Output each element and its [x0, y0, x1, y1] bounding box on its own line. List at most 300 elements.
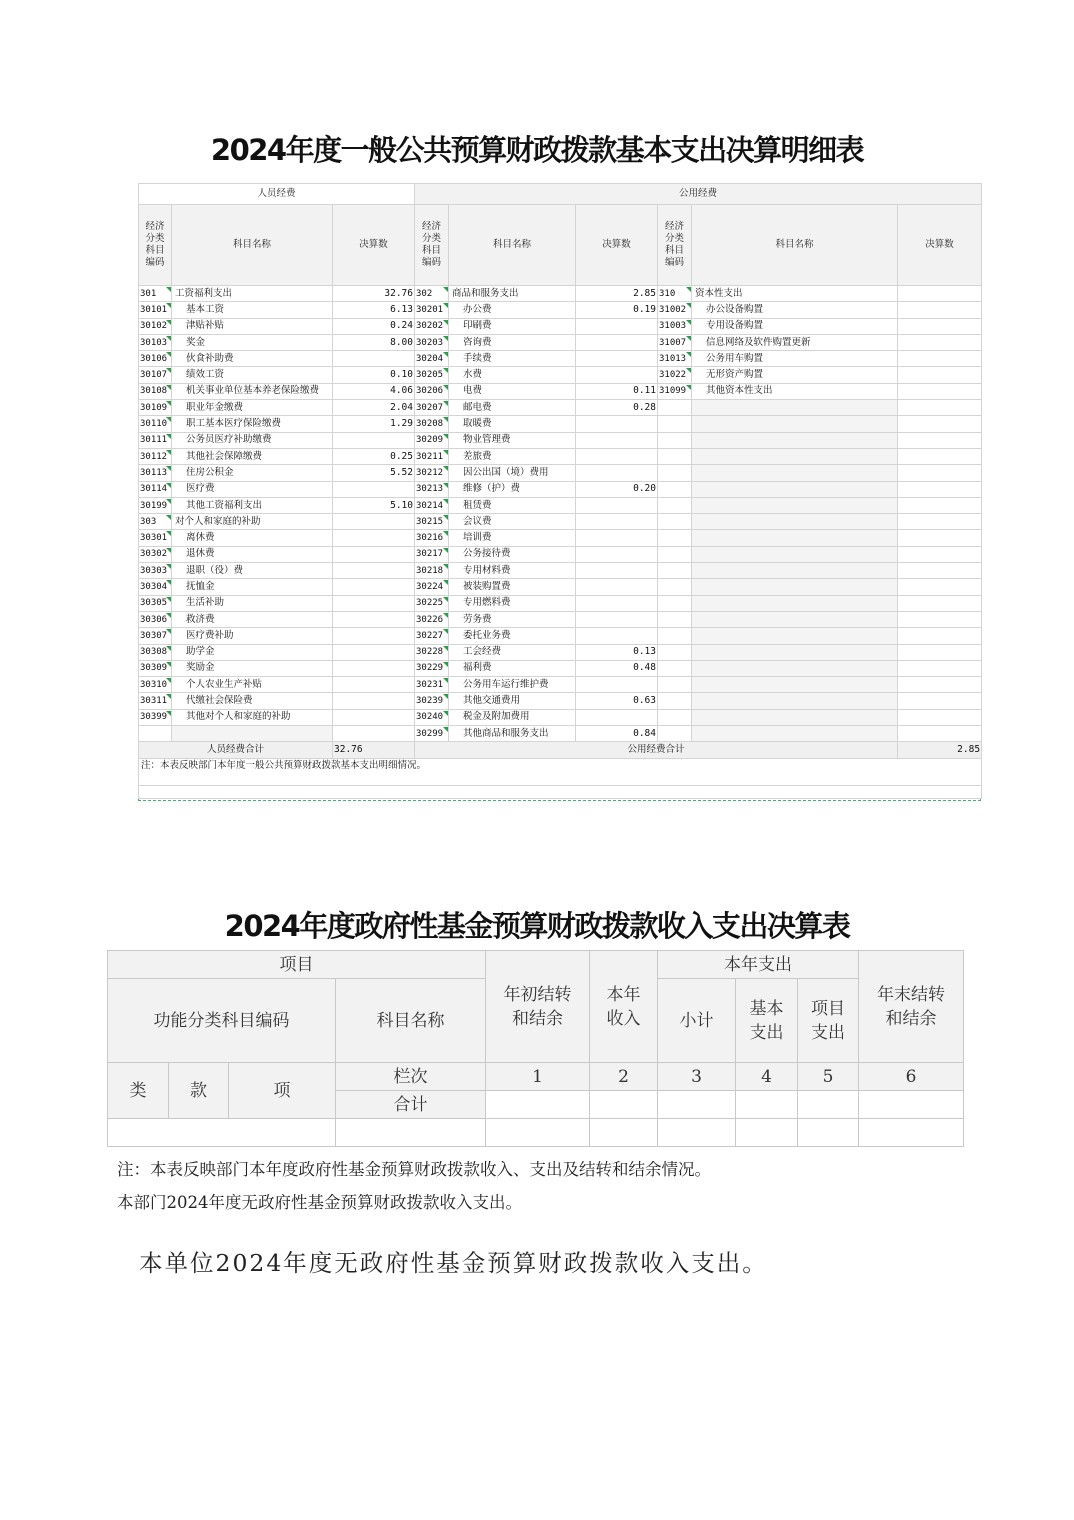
row-name: 邮电费 [449, 400, 576, 416]
row-name [692, 611, 898, 627]
row-name [692, 546, 898, 562]
row-code: 30310 [139, 677, 172, 693]
row-code: 30207 [415, 400, 449, 416]
row-code: 31013 [658, 351, 692, 367]
row-code: 30229 [415, 660, 449, 676]
row-name: 代缴社会保险费 [172, 693, 333, 709]
row-code [658, 448, 692, 464]
row-name: 咨询费 [449, 334, 576, 350]
row-amount [333, 726, 415, 742]
row-name: 退职（役）费 [172, 563, 333, 579]
personnel-total-label: 人员经费合计 [139, 742, 333, 759]
row-code: 31007 [658, 334, 692, 350]
row-code: 30217 [415, 546, 449, 562]
table-row [139, 726, 982, 742]
table-row [139, 400, 982, 416]
row-amount [898, 400, 982, 416]
row-amount [576, 514, 658, 530]
empty-cell [798, 1119, 859, 1147]
col-amount-1: 决算数 [333, 205, 415, 286]
total-cell [590, 1091, 658, 1119]
row-name: 专用燃料费 [449, 595, 576, 611]
row-name [692, 448, 898, 464]
row-code: 31002 [658, 302, 692, 318]
row-amount [576, 595, 658, 611]
table-row [139, 530, 982, 546]
row-name [692, 497, 898, 513]
row-code: 30202 [415, 318, 449, 334]
row-code: 302 [415, 286, 449, 302]
col-num-1: 1 [486, 1063, 590, 1091]
pad-cell [139, 786, 982, 799]
col-basic-label: 基本支出 [749, 998, 784, 1043]
row-amount [333, 563, 415, 579]
row-amount [576, 628, 658, 644]
col-carry-end [859, 951, 964, 1063]
row-amount [576, 432, 658, 448]
col-num-5: 5 [798, 1063, 859, 1091]
kuan-header: 款 [169, 1063, 229, 1119]
row-amount [898, 334, 982, 350]
row-name: 差旅费 [449, 448, 576, 464]
row-amount [576, 563, 658, 579]
row-amount [898, 726, 982, 742]
row-code: 30228 [415, 644, 449, 660]
table1-title: 2024年度一般公共预算财政拨款基本支出决算明细表 [210, 133, 864, 167]
row-name: 职工基本医疗保险缴费 [172, 416, 333, 432]
table-row [139, 448, 982, 464]
row-code [658, 497, 692, 513]
row-amount [576, 709, 658, 725]
row-name: 其他工资福利支出 [172, 497, 333, 513]
row-code: 30309 [139, 660, 172, 676]
row-amount [898, 448, 982, 464]
row-name: 资本性支出 [692, 286, 898, 302]
row-name: 其他对个人和家庭的补助 [172, 709, 333, 725]
row-amount [576, 611, 658, 627]
row-name: 福利费 [449, 660, 576, 676]
row-name: 会议费 [449, 514, 576, 530]
row-name: 其他社会保障缴费 [172, 448, 333, 464]
row-code: 30212 [415, 465, 449, 481]
row-code: 30215 [415, 514, 449, 530]
row-name [172, 726, 333, 742]
row-amount: 0.84 [576, 726, 658, 742]
item-header: 项目 [108, 951, 486, 979]
row-code [658, 432, 692, 448]
row-amount [333, 677, 415, 693]
pad-row [139, 786, 982, 799]
row-code: 31099 [658, 383, 692, 399]
empty-cell [108, 1119, 336, 1147]
row-code: 30114 [139, 481, 172, 497]
row-code: 30239 [415, 693, 449, 709]
row-amount: 0.13 [576, 644, 658, 660]
table-row [139, 334, 982, 350]
row-amount [576, 546, 658, 562]
col-subtotal: 小计 [658, 979, 736, 1063]
row-code [658, 514, 692, 530]
empty-cell [736, 1119, 798, 1147]
table1-group-header [139, 184, 982, 205]
fund-budget-table [107, 950, 964, 1147]
row-amount [333, 351, 415, 367]
table2-note: 注：本表反映部门本年度政府性基金预算财政拨款收入、支出及结转和结余情况。 [117, 1160, 711, 1179]
col-num-2: 2 [590, 1063, 658, 1091]
row-name: 津贴补贴 [172, 318, 333, 334]
row-code: 30112 [139, 448, 172, 464]
row-amount [333, 628, 415, 644]
row-name: 办公设备购置 [692, 302, 898, 318]
row-code: 30103 [139, 334, 172, 350]
row-code: 30110 [139, 416, 172, 432]
row-name: 退休费 [172, 546, 333, 562]
row-code: 30205 [415, 367, 449, 383]
row-code: 30201 [415, 302, 449, 318]
row-amount: 1.29 [333, 416, 415, 432]
row-name: 培训费 [449, 530, 576, 546]
public-total-label: 公用经费合计 [415, 742, 898, 759]
row-name: 无形资产购置 [692, 367, 898, 383]
row-code: 30226 [415, 611, 449, 627]
row-amount [898, 302, 982, 318]
row-code: 31022 [658, 367, 692, 383]
row-amount [333, 611, 415, 627]
empty-cell [590, 1119, 658, 1147]
row-code: 30216 [415, 530, 449, 546]
row-amount [898, 628, 982, 644]
col-carry-end-label: 年末结转和结余 [877, 984, 945, 1029]
row-amount [898, 660, 982, 676]
row-name [692, 693, 898, 709]
row-name [692, 677, 898, 693]
row-code [658, 644, 692, 660]
row-code: 30301 [139, 530, 172, 546]
row-name [692, 514, 898, 530]
col-carry-begin-label: 年初结转和结余 [503, 984, 572, 1029]
row-amount [898, 432, 982, 448]
row-code: 303 [139, 514, 172, 530]
row-name: 取暖费 [449, 416, 576, 432]
row-code: 30225 [415, 595, 449, 611]
row-name: 委托业务费 [449, 628, 576, 644]
subject-name-header: 科目名称 [336, 979, 486, 1063]
table-row [139, 286, 982, 302]
row-amount [898, 286, 982, 302]
table-row [139, 563, 982, 579]
row-amount [576, 579, 658, 595]
col-project [798, 979, 859, 1063]
row-amount: 5.10 [333, 497, 415, 513]
row-code: 30204 [415, 351, 449, 367]
row-amount [576, 334, 658, 350]
table-row [139, 660, 982, 676]
row-code: 30307 [139, 628, 172, 644]
row-name: 伙食补助费 [172, 351, 333, 367]
row-code: 310 [658, 286, 692, 302]
table-row [139, 514, 982, 530]
row-name [692, 530, 898, 546]
row-code: 30113 [139, 465, 172, 481]
row-amount [898, 563, 982, 579]
row-code [658, 611, 692, 627]
row-code [658, 530, 692, 546]
row-code: 30299 [415, 726, 449, 742]
row-code: 30303 [139, 563, 172, 579]
total-cell [736, 1091, 798, 1119]
row-amount [898, 465, 982, 481]
row-name: 机关事业单位基本养老保险缴费 [172, 383, 333, 399]
col-code-1: 经济 分类 科目 编码 [139, 205, 172, 286]
basic-expenditure-table-frame [138, 183, 981, 801]
row-amount: 32.76 [333, 286, 415, 302]
row-name: 信息网络及软件购置更新 [692, 334, 898, 350]
xiang-header: 项 [229, 1063, 336, 1119]
table-row [139, 709, 982, 725]
row-code: 30214 [415, 497, 449, 513]
row-code [658, 595, 692, 611]
row-name: 劳务费 [449, 611, 576, 627]
row-code: 30108 [139, 383, 172, 399]
row-name: 公务用车购置 [692, 351, 898, 367]
totals-row [139, 742, 982, 759]
row-name: 水费 [449, 367, 576, 383]
col-name-2: 科目名称 [449, 205, 576, 286]
row-amount: 6.13 [333, 302, 415, 318]
row-name: 对个人和家庭的补助 [172, 514, 333, 530]
row-code [658, 465, 692, 481]
table-row [139, 644, 982, 660]
row-amount: 5.52 [333, 465, 415, 481]
row-amount [333, 660, 415, 676]
table-row [139, 318, 982, 334]
row-code: 30208 [415, 416, 449, 432]
row-code: 30306 [139, 611, 172, 627]
row-code: 30302 [139, 546, 172, 562]
row-code: 30102 [139, 318, 172, 334]
col-income-label: 本年收入 [606, 984, 641, 1029]
row-amount [898, 530, 982, 546]
table-row [139, 693, 982, 709]
row-amount [898, 611, 982, 627]
row-amount [576, 448, 658, 464]
col-num-4: 4 [736, 1063, 798, 1091]
row-name: 工资福利支出 [172, 286, 333, 302]
row-name [692, 563, 898, 579]
group-public: 公用经费 [415, 184, 982, 205]
row-code: 30206 [415, 383, 449, 399]
row-amount [576, 318, 658, 334]
row-code: 30209 [415, 432, 449, 448]
table-row [139, 677, 982, 693]
row-amount [898, 481, 982, 497]
group-personnel: 人员经费 [139, 184, 415, 205]
table-row [139, 465, 982, 481]
row-code: 30308 [139, 644, 172, 660]
row-amount [333, 644, 415, 660]
row-amount [576, 351, 658, 367]
row-amount [576, 465, 658, 481]
row-code: 30224 [415, 579, 449, 595]
row-amount [898, 416, 982, 432]
row-name [692, 709, 898, 725]
row-amount [333, 595, 415, 611]
row-name [692, 660, 898, 676]
row-code [658, 563, 692, 579]
table2-title: 2024年度政府性基金预算财政拨款收入支出决算表 [224, 909, 850, 943]
col-name-1: 科目名称 [172, 205, 333, 286]
row-code [658, 628, 692, 644]
row-amount [898, 546, 982, 562]
table-row [139, 628, 982, 644]
table-row [139, 595, 982, 611]
row-amount: 0.20 [576, 481, 658, 497]
row-code: 30111 [139, 432, 172, 448]
row-code: 30203 [415, 334, 449, 350]
row-amount [333, 481, 415, 497]
col-project-label: 项目支出 [811, 998, 845, 1043]
row-amount: 8.00 [333, 334, 415, 350]
row-name: 奖励金 [172, 660, 333, 676]
col-num-6: 6 [859, 1063, 964, 1091]
row-code: 30213 [415, 481, 449, 497]
row-code [658, 416, 692, 432]
row-name: 手续费 [449, 351, 576, 367]
row-amount [333, 546, 415, 562]
table-row [139, 611, 982, 627]
row-name: 助学金 [172, 644, 333, 660]
row-code: 30218 [415, 563, 449, 579]
personnel-total-value: 32.76 [333, 742, 415, 759]
row-name: 救济费 [172, 611, 333, 627]
row-amount [333, 709, 415, 725]
row-code: 30304 [139, 579, 172, 595]
row-name: 职业年金缴费 [172, 400, 333, 416]
row-amount [576, 367, 658, 383]
row-code: 30199 [139, 497, 172, 513]
empty-cell [486, 1119, 590, 1147]
row-amount [898, 595, 982, 611]
total-cell [658, 1091, 736, 1119]
row-amount: 2.04 [333, 400, 415, 416]
row-code [658, 709, 692, 725]
row-name [692, 416, 898, 432]
row-code [658, 546, 692, 562]
row-code [658, 579, 692, 595]
row-name [692, 595, 898, 611]
lei-header: 类 [108, 1063, 169, 1119]
row-amount [898, 677, 982, 693]
row-amount: 0.24 [333, 318, 415, 334]
row-amount [333, 432, 415, 448]
empty-cell [658, 1119, 736, 1147]
row-amount [898, 709, 982, 725]
row-code: 30107 [139, 367, 172, 383]
row-amount [898, 383, 982, 399]
row-name: 医疗费补助 [172, 628, 333, 644]
row-name: 维修（护）费 [449, 481, 576, 497]
col-code-2: 经济 分类 科目 编码 [415, 205, 449, 286]
unit-statement: 本单位2024年度无政府性基金预算财政拨款收入支出。 [139, 1249, 768, 1277]
row-amount [333, 530, 415, 546]
row-name: 租赁费 [449, 497, 576, 513]
row-name: 基本工资 [172, 302, 333, 318]
col-amount-2: 决算数 [576, 205, 658, 286]
col-name-3: 科目名称 [692, 205, 898, 286]
row-name: 商品和服务支出 [449, 286, 576, 302]
row-name [692, 579, 898, 595]
row-code: 31003 [658, 318, 692, 334]
row-name: 被装购置费 [449, 579, 576, 595]
row-code: 30109 [139, 400, 172, 416]
row-name: 税金及附加费用 [449, 709, 576, 725]
row-name: 公务用车运行维护费 [449, 677, 576, 693]
row-amount [333, 693, 415, 709]
row-amount: 0.63 [576, 693, 658, 709]
row-code: 30240 [415, 709, 449, 725]
row-code [658, 726, 692, 742]
row-amount: 2.85 [576, 286, 658, 302]
table-row [139, 481, 982, 497]
row-amount [576, 416, 658, 432]
row-name: 个人农业生产补贴 [172, 677, 333, 693]
row-name [692, 628, 898, 644]
row-amount [576, 530, 658, 546]
row-name [692, 644, 898, 660]
col-expense-group: 本年支出 [658, 951, 859, 979]
row-amount: 0.28 [576, 400, 658, 416]
total-cell [859, 1091, 964, 1119]
table-row [139, 546, 982, 562]
row-code [658, 481, 692, 497]
row-amount [898, 644, 982, 660]
empty-cell [336, 1119, 486, 1147]
row-amount [898, 351, 982, 367]
row-amount [898, 318, 982, 334]
row-code: 30305 [139, 595, 172, 611]
row-name: 因公出国（境）费用 [449, 465, 576, 481]
row-amount [898, 367, 982, 383]
row-name: 电费 [449, 383, 576, 399]
col-basic [736, 979, 798, 1063]
row-amount [898, 514, 982, 530]
row-code: 30101 [139, 302, 172, 318]
row-code: 30311 [139, 693, 172, 709]
public-total-value: 2.85 [898, 742, 982, 759]
row-name: 绩效工资 [172, 367, 333, 383]
row-name [692, 726, 898, 742]
col-carry-begin [486, 951, 590, 1063]
col-num-3: 3 [658, 1063, 736, 1091]
row-name [692, 400, 898, 416]
table1-column-header [139, 205, 982, 286]
row-code: 30399 [139, 709, 172, 725]
row-name: 奖金 [172, 334, 333, 350]
row-name: 办公费 [449, 302, 576, 318]
row-name: 医疗费 [172, 481, 333, 497]
row-name: 工会经费 [449, 644, 576, 660]
row-name: 离休费 [172, 530, 333, 546]
table-row [139, 432, 982, 448]
row-name: 专用设备购置 [692, 318, 898, 334]
table2-statement: 本部门2024年度无政府性基金预算财政拨款收入支出。 [117, 1193, 522, 1212]
row-code [658, 660, 692, 676]
row-code [658, 693, 692, 709]
col-income [590, 951, 658, 1063]
row-code [139, 726, 172, 742]
row-code [658, 400, 692, 416]
row-code [658, 677, 692, 693]
